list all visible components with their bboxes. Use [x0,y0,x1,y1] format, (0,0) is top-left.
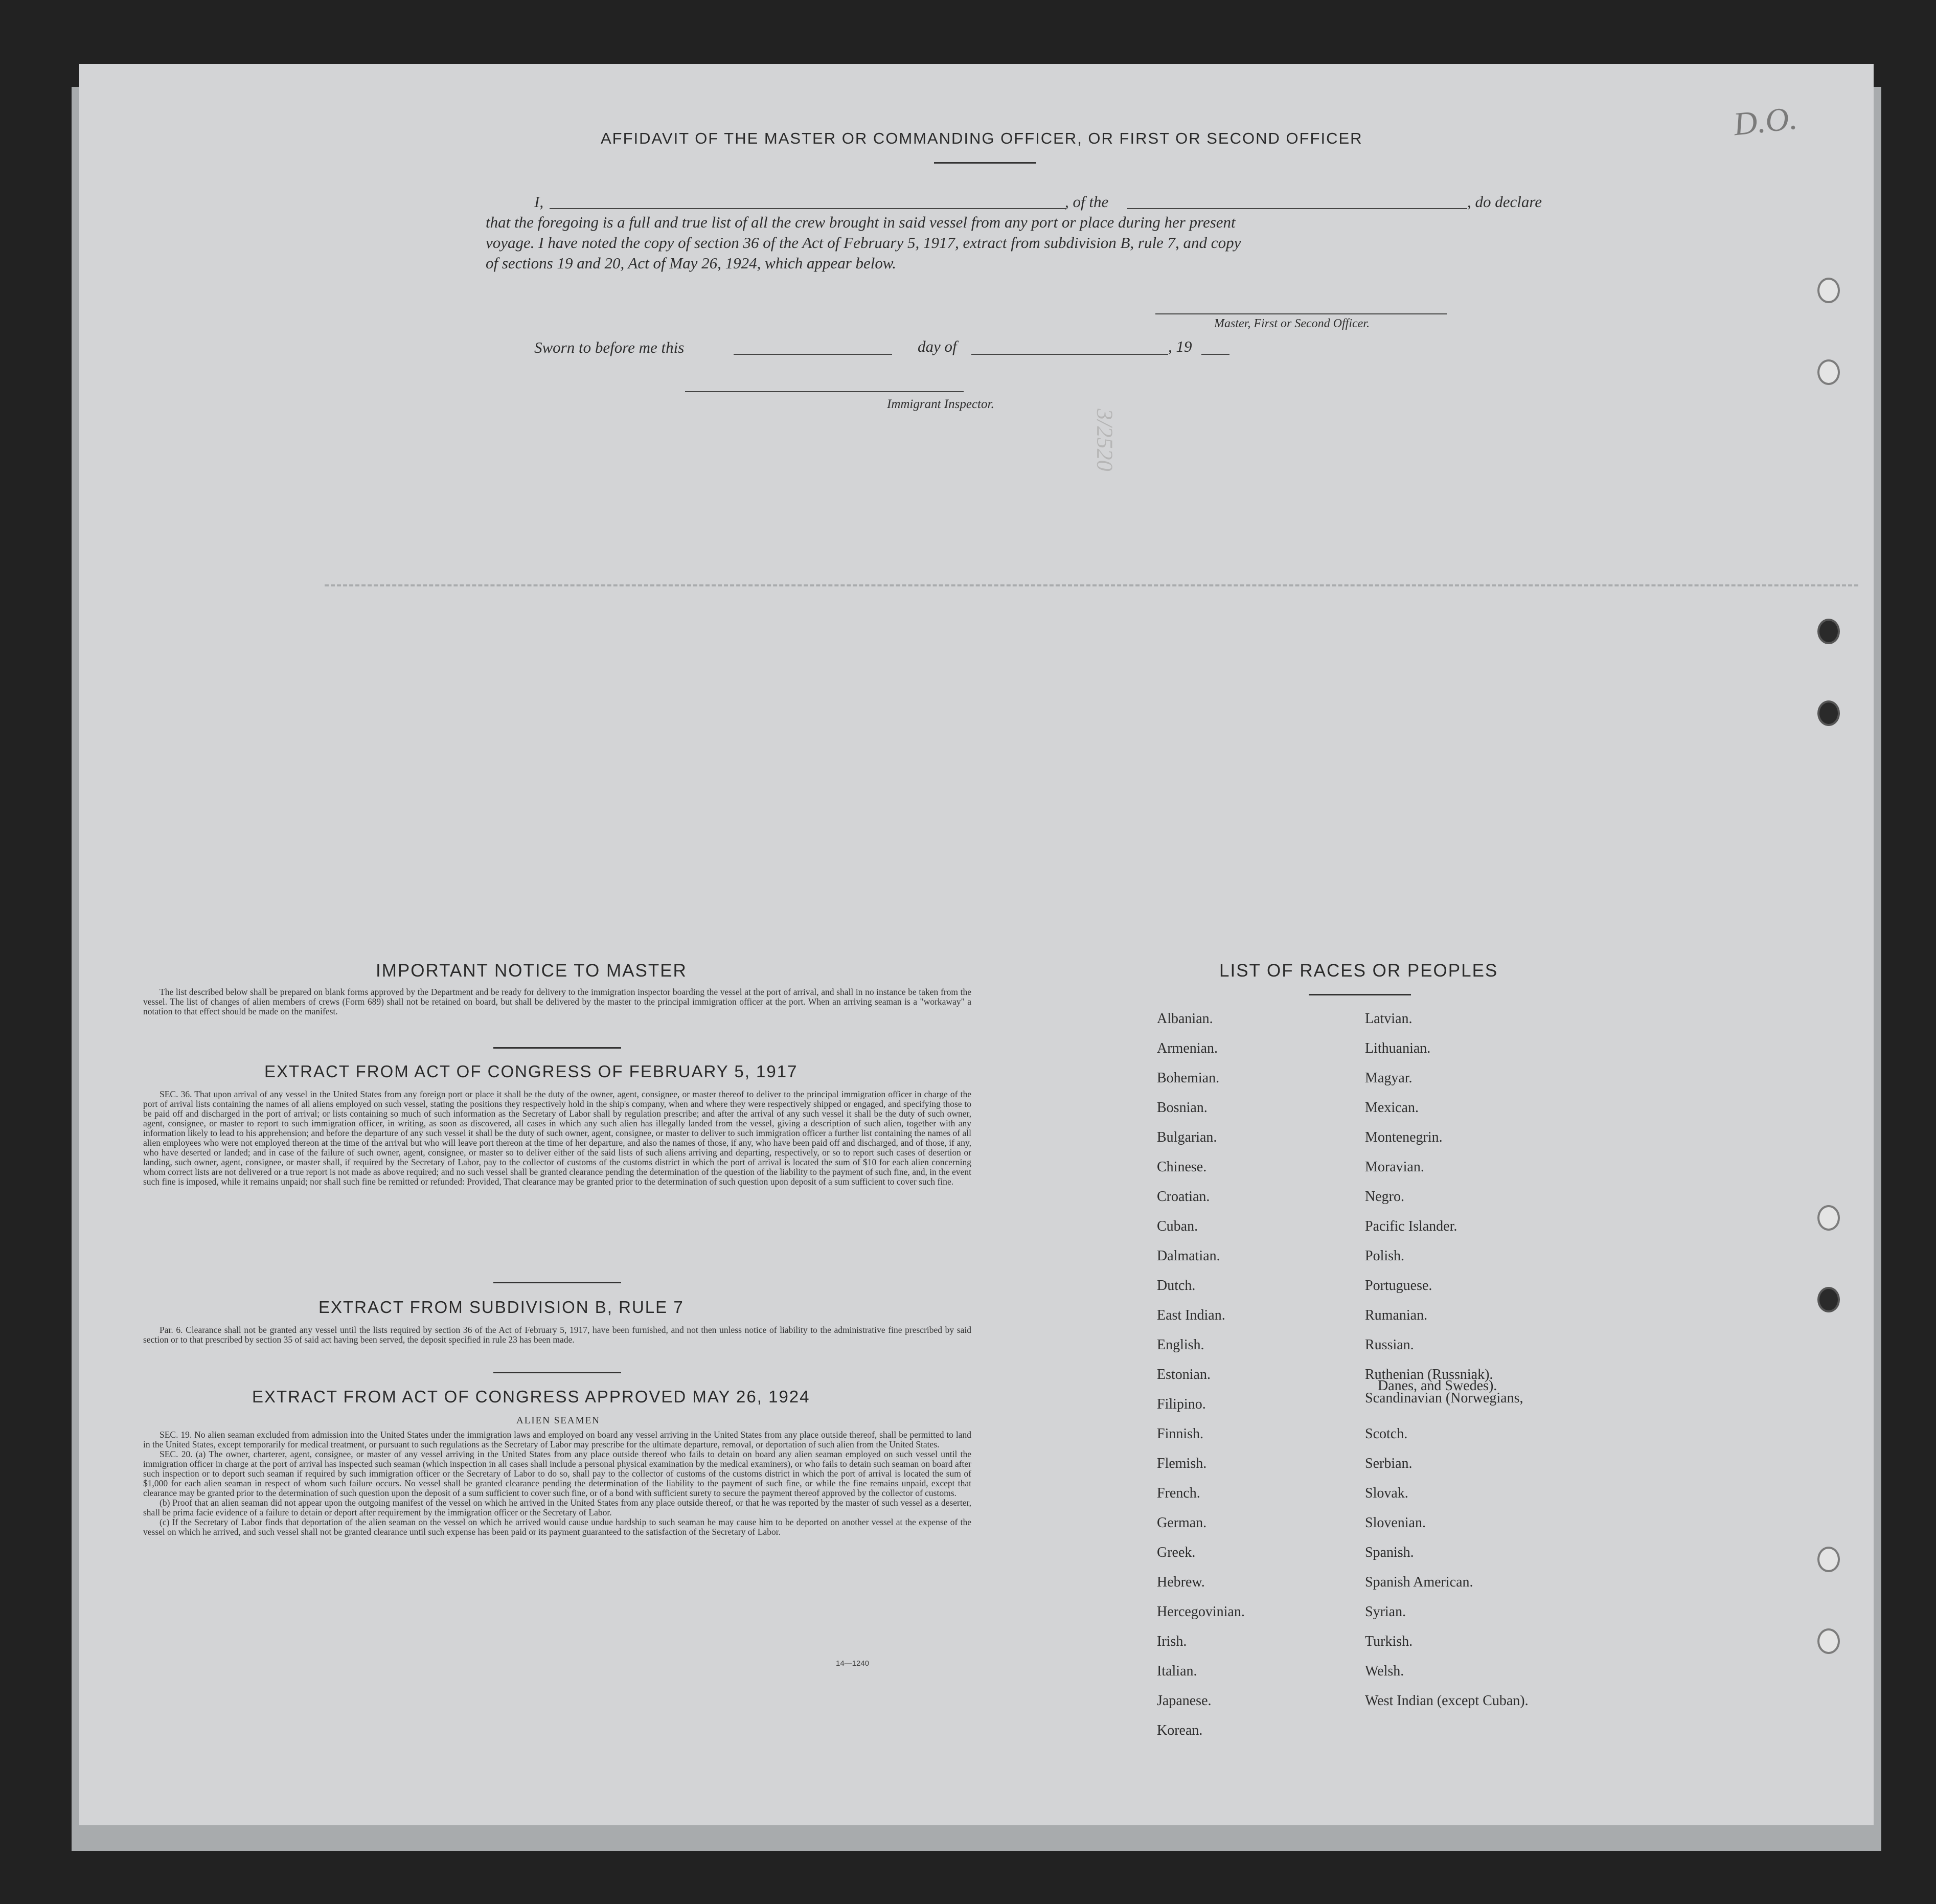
extract-1924-subtitle: ALIEN SEAMEN [516,1415,600,1426]
binder-hole [1817,359,1840,385]
race-item-right: Negro. [1365,1189,1404,1205]
race-item-right: Rumanian. [1365,1307,1428,1323]
section-rule-1 [493,1047,621,1049]
race-item-right: Welsh. [1365,1663,1404,1679]
binder-hole [1817,1628,1840,1654]
affidavit-line1-of-the: , of the [1065,193,1109,211]
section-36-paragraph: SEC. 36. That upon arrival of any vessel in the United States from any foreign port or place it shall be the duty of the owner, agent, consignee, or master thereof to deliver to the principal immigration officer in charge of the port of arrival lists containing the names of all aliens employed on such vessel, stating the positions they respectively hold in the ship's company, when and where they were respectively shipped or engaged, and specifying those to be paid off and discharged in the port of arrival; or lists containing so much of such information as the Secretary of Labor shall by regulation prescribe; and after the arrival of any such vessel it shall be the duty of such owner, agent, consignee, or master to report to such immigration officer, in writing, as soon as discovered, all cases in which any such alien has illegally landed from the vessel, giving a description of such alien, together with any information likely to lead to his apprehension; and before the departure of any such vessel it shall be the duty of such owner, agent, consignee, or master to deliver to such immigration officer a further list containing the names of all alien employees who were not employed thereon at the time of the arrival but who will leave port thereon at the time of her departure, and also the names of those, if any, who have been paid off and discharged, and of those, if any, who have deserted or landed; and in case of the failure of such owner, agent, consignee, or master so to deliver either of the said lists of such aliens arriving and departing, respectively, or so to report such cases of desertion or landing, such owner, agent, consignee, or master shall, if required by the Secretary of Labor, pay to the collector of customs of the customs district in which the port of arrival is located the sum of $10 for each alien concerning whom correct lists are not delivered or a true report is not made as above required; and no such vessel shall be granted clearance pending the determination of the question of the liability to the payment of such fine, and, in the event such fine is imposed, while it remains unpaid; nor shall such fine be remitted or refunded: Provided, That clearance may be granted prior to the determination of such question upon deposit of a sum sufficient to cover such fine. [143,1089,971,1187]
race-item-right: Moravian. [1365,1159,1424,1175]
inspector-signature-line [685,391,964,392]
races-title: LIST OF RACES OR PEOPLES [1219,961,1498,981]
notice-title: IMPORTANT NOTICE TO MASTER [376,961,687,981]
race-item-left: English. [1157,1337,1204,1353]
sworn-month-line [971,354,1168,355]
binder-hole [1817,1287,1840,1312]
affidavit-line1-do-declare: , do declare [1467,193,1542,211]
race-item-right: Spanish American. [1365,1574,1473,1590]
notice-paragraph: The list described below shall be prepared on blank forms approved by the Department and be ready for delivery to the immigration inspector boarding the vessel at the port of arrival, and shall in no instance be taken from the vessel. The list of changes of alien members of crews (Form 689) shall not be retained on board, but shall be delivered by the master to the principal immigration officer at the port. When an arriving seaman is a "workaway" a notation to that effect should be made on the manifest. [143,987,971,1016]
race-item-right: West Indian (except Cuban). [1365,1693,1529,1709]
race-item-right: Pacific Islander. [1365,1218,1457,1234]
race-item-right: Mexican. [1365,1100,1419,1116]
sworn-year: , 19 [1168,337,1192,355]
race-item-left: Korean. [1157,1722,1203,1738]
race-item-left: Hercegovinian. [1157,1604,1245,1620]
extract-1924-title: EXTRACT FROM ACT OF CONGRESS APPROVED MAY 26, 1924 [252,1387,810,1406]
extract-1917-title: EXTRACT FROM ACT OF CONGRESS OF FEBRUARY 5, 1917 [264,1062,798,1081]
sworn-day-line [734,354,892,355]
race-item-left: Bosnian. [1157,1100,1208,1116]
race-item-right: Latvian. [1365,1011,1413,1027]
race-item-left: German. [1157,1515,1207,1531]
section-20b-paragraph: (b) Proof that an alien seaman did not appear upon the outgoing manifest of the vessel on which he arrived in the United States from any place outside thereof, or that he was reported by the master of such vessel as a deserter, shall be prima facie evidence of a failure to detain or deport after requirement by the immigration officer or the Secretary of Labor. [143,1498,971,1517]
race-item-right: Scotch. [1365,1426,1408,1442]
section-20c-paragraph: (c) If the Secretary of Labor finds that deportation of the alien seaman on the vessel on which he arrived would cause undue hardship to such seaman he may cause him to be deported on another vessel at the expense of the vessel on which he arrived, and such vessel shall not be granted clearance until such expense has been paid or its payment guaranteed to the satisfaction of the Secretary of Labor. [143,1517,971,1537]
race-item-right: Lithuanian. [1365,1040,1431,1056]
vessel-blank-line [1127,208,1467,209]
race-item-left: Italian. [1157,1663,1197,1679]
section-rule-2 [493,1282,621,1283]
section-rule-3 [493,1372,621,1373]
race-item-left: Filipino. [1157,1396,1206,1412]
race-item-left: Japanese. [1157,1693,1212,1709]
subdivision-b-title: EXTRACT FROM SUBDIVISION B, RULE 7 [318,1298,684,1317]
race-item-left: Bohemian. [1157,1070,1220,1086]
race-item-right: Slovenian. [1365,1515,1426,1531]
master-signature-label: Master, First or Second Officer. [1214,317,1370,330]
race-item-right: Russian. [1365,1337,1414,1353]
affidavit-line3: voyage. I have noted the copy of section 36 of the Act of February 5, 1917, extract from subdivision B, rule 7, and copy [486,234,1241,252]
race-item-left: Armenian. [1157,1040,1218,1056]
binder-hole [1817,278,1840,303]
extract-1924-body [143,1430,971,1537]
section-20a-paragraph: SEC. 20. (a) The owner, charterer, agent, consignee, or master of any vessel arriving in the United States from any place outside thereof who fails to detain on board any alien seaman employed on such vessel until the immigration officer in charge at the port of arrival has inspected such seaman (which inspection in all cases shall include a personal physical examination by the medical examiners), or who fails to detain such seaman on board after such inspection or to deport such seaman if required by such immigration officer or the Secretary of Labor to do so, shall pay to the collector of customs of the customs district in which the port of arrival is located the sum of $1,000 for each alien seaman in respect of whom such failure occurs. No vessel shall be granted clearance pending the determination of the liability to the payment of such fine, or while the fine remains unpaid, except that clearance may be granted prior to the determination of such question upon the deposit of a sum sufficient to cover such fine, or of a bond with sufficient surety to secure the payment thereof approved by the collector of customs. [143,1449,971,1498]
binder-hole [1817,1547,1840,1572]
affidavit-line4: of sections 19 and 20, Act of May 26, 1924, which appear below. [486,254,897,272]
bleed-through-dotted-line [325,584,1858,586]
binder-hole [1817,700,1840,726]
subdivision-b-body [143,1325,971,1345]
sworn-prefix: Sworn to before me this [534,338,685,356]
race-item-left: Greek. [1157,1545,1196,1560]
race-item-right: Magyar. [1365,1070,1413,1086]
races-title-rule [1309,994,1411,995]
race-item-right: Ruthenian (Russniak). [1365,1367,1493,1382]
race-item-left: East Indian. [1157,1307,1225,1323]
race-item-right: Spanish. [1365,1545,1414,1560]
corner-handwritten-mark: D.O. [1732,99,1799,143]
race-item-right: Syrian. [1365,1604,1406,1620]
race-item-left: Hebrew. [1157,1574,1205,1590]
sworn-day-of: day of [918,337,957,355]
name-blank-line [550,208,1066,209]
race-item-left: Dutch. [1157,1278,1196,1294]
race-item-right: Danes, and Swedes). [1378,1378,1497,1394]
race-item-right: Portuguese. [1365,1278,1432,1294]
race-item-right: Turkish. [1365,1634,1413,1649]
race-item-left: Flemish. [1157,1456,1207,1471]
race-item-left: Estonian. [1157,1367,1211,1382]
affidavit-line2: that the foregoing is a full and true list of all the crew brought in said vessel from any port or place during her present [486,213,1236,231]
document-sheet [79,64,1874,1825]
race-item-left: Irish. [1157,1634,1187,1649]
affidavit-title: AFFIDAVIT OF THE MASTER OR COMMANDING OFFICER, OR FIRST OR SECOND OFFICER [601,129,1363,147]
form-code: 14—1240 [836,1659,870,1668]
race-item-left: Croatian. [1157,1189,1210,1205]
race-item-left: Finnish. [1157,1426,1204,1442]
affidavit-line1-i: I, [534,193,544,211]
inspector-signature-label: Immigrant Inspector. [887,397,994,411]
faint-stamp-number: 3/2520 [1092,409,1118,471]
extract-1917-body [143,1090,971,1187]
binder-hole [1817,1205,1840,1231]
section-19-paragraph: SEC. 19. No alien seaman excluded from admission into the United States under the immigration laws and employed on board any vessel arriving in the United States from any place outside thereof, shall be permitted to land in the United States, except temporarily for medical treatment, or pursuant to such regulations as the Secretary of Labor may prescribe for the ultimate departure, removal, or deportation of such alien from the United States. [143,1430,971,1449]
race-item-left: Albanian. [1157,1011,1213,1027]
race-item-right: Montenegrin. [1365,1129,1443,1145]
race-item-left: Chinese. [1157,1159,1207,1175]
notice-body [143,987,971,1016]
race-item-left: Dalmatian. [1157,1248,1220,1264]
race-item-left: Cuban. [1157,1218,1198,1234]
binder-hole [1817,619,1840,644]
master-signature-line [1155,313,1447,314]
race-item-right: Scandinavian (Norwegians, [1365,1390,1523,1406]
race-item-right: Serbian. [1365,1456,1413,1471]
race-item-left: Bulgarian. [1157,1129,1217,1145]
race-item-left: French. [1157,1485,1200,1501]
paragraph-6: Par. 6. Clearance shall not be granted any vessel until the lists required by section 36 of the Act of February 5, 1917, have been furnished, and not then unless notice of liability to the administrative fine prescribed by said section or to that prescribed by section 35 of said act having been served, the deposit specified in rule 23 has been made. [143,1325,971,1345]
affidavit-title-rule [934,162,1036,164]
race-item-right: Polish. [1365,1248,1405,1264]
sworn-year-line [1201,354,1229,355]
race-item-right: Slovak. [1365,1485,1408,1501]
